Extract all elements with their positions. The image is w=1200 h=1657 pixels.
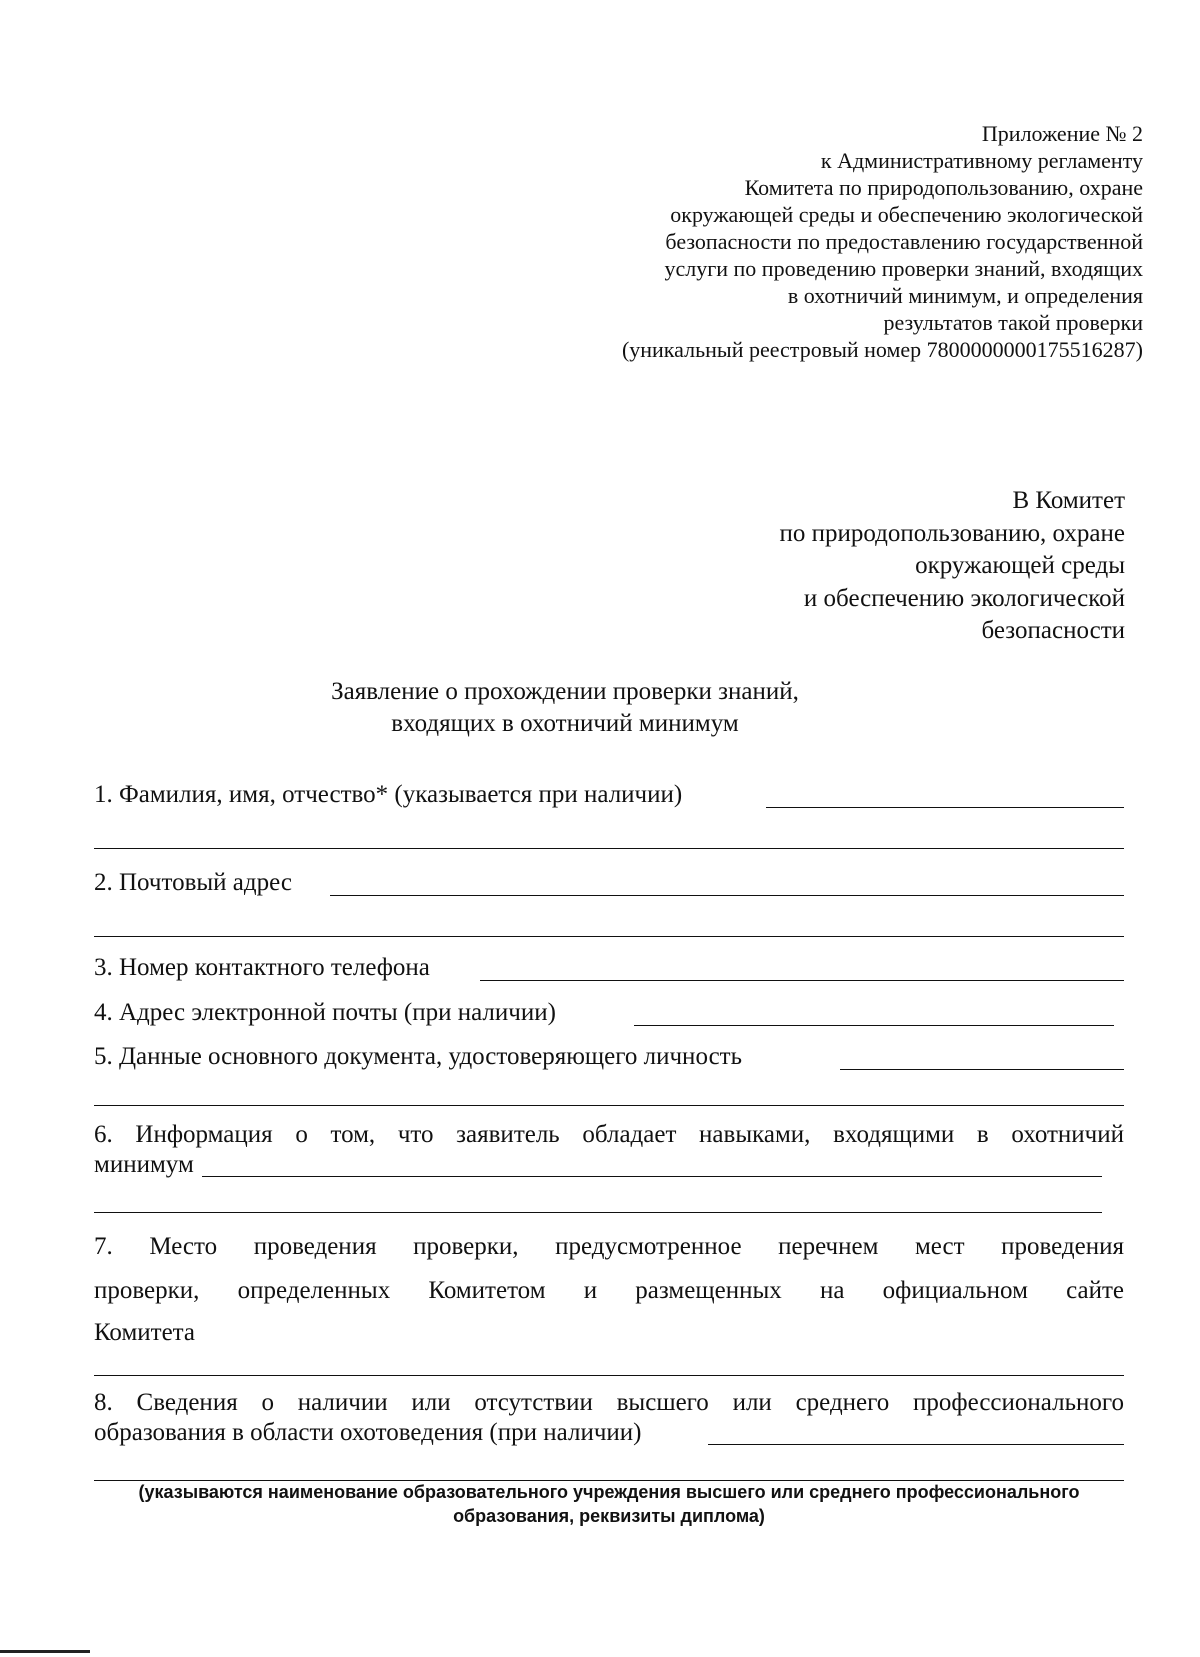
title-line-1: Заявление о прохождении проверки знаний,	[331, 678, 799, 705]
appendix-line: Комитета по природопользованию, охране	[744, 175, 1143, 200]
appendix-line: (уникальный реестровый номер 7800000000175516287)	[621, 337, 1143, 362]
hint-line-2: образования, реквизиты диплома)	[453, 1506, 765, 1526]
field-6-continuation-line[interactable]	[94, 1212, 1102, 1213]
addressee-line: по природопользованию, охране	[779, 519, 1125, 547]
field-5-label: 5. Данные основного документа, удостоверяющего личность	[94, 1043, 742, 1070]
addressee-line: окружающей среды	[915, 552, 1125, 579]
appendix-line: результатов такой проверки	[883, 310, 1143, 335]
appendix-line: Приложение № 2	[981, 121, 1143, 146]
field-7-label-line-1: 7. Место проведения проверки, предусмотренное перечнем мест проведения	[94, 1233, 1124, 1260]
document-title	[280, 676, 850, 740]
field-2-continuation-line[interactable]	[94, 936, 1124, 937]
field-7-label-line-2: проверки, определенных Комитетом и размещенных на официальном сайте	[94, 1277, 1124, 1304]
appendix-line: к Административному регламенту	[820, 148, 1143, 173]
addressee-line: безопасности	[981, 617, 1125, 644]
field-8-label-line-1: 8. Сведения о наличии или отсутствии высшего или среднего профессионального	[94, 1389, 1124, 1416]
field-5-continuation-line[interactable]	[94, 1105, 1124, 1106]
field-6-label-line-2: минимум	[94, 1151, 194, 1178]
field-8-label-line-2: образования в области охотоведения (при наличии)	[94, 1419, 642, 1446]
field-2-label: 2. Почтовый адрес	[94, 869, 292, 896]
appendix-line: в охотничий минимум, и определения	[787, 283, 1143, 308]
field-3-label: 3. Номер контактного телефона	[94, 954, 430, 981]
title-line-2: входящих в охотничий минимум	[391, 710, 739, 737]
scan-edge-mark	[0, 1650, 90, 1653]
field-5-input-line[interactable]	[840, 1069, 1124, 1070]
field-2-input-line[interactable]	[330, 895, 1124, 896]
field-1-input-line[interactable]	[766, 807, 1124, 808]
appendix-line: безопасности по предоставлению государственной	[665, 229, 1143, 254]
field-7-label-line-3: Комитета	[94, 1319, 196, 1346]
field-6-label-line-1: 6. Информация о том, что заявитель обладает навыками, входящими в охотничий	[94, 1121, 1124, 1148]
addressee-block	[605, 485, 1125, 648]
field-8-input-line[interactable]	[708, 1444, 1124, 1445]
appendix-line: услуги по проведению проверки знаний, входящих	[664, 256, 1143, 281]
appendix-line: окружающей среды и обеспечению экологической	[670, 202, 1143, 227]
field-6-input-line[interactable]	[202, 1176, 1102, 1177]
field-3-input-line[interactable]	[480, 980, 1124, 981]
field-1-label: 1. Фамилия, имя, отчество* (указывается при наличии)	[94, 781, 683, 808]
field-1-continuation-line[interactable]	[94, 848, 1124, 849]
appendix-header	[503, 120, 1143, 363]
field-8-hint	[94, 1480, 1124, 1528]
field-4-label: 4. Адрес электронной почты (при наличии)	[94, 999, 556, 1026]
addressee-line: и обеспечению экологической	[803, 584, 1125, 612]
addressee-line: В Комитет	[1012, 487, 1125, 514]
field-7-input-line[interactable]	[94, 1375, 1124, 1376]
hint-line-1: (указываются наименование образовательного учреждения высшего или среднего профессионального	[138, 1482, 1080, 1502]
field-4-input-line[interactable]	[634, 1025, 1114, 1026]
